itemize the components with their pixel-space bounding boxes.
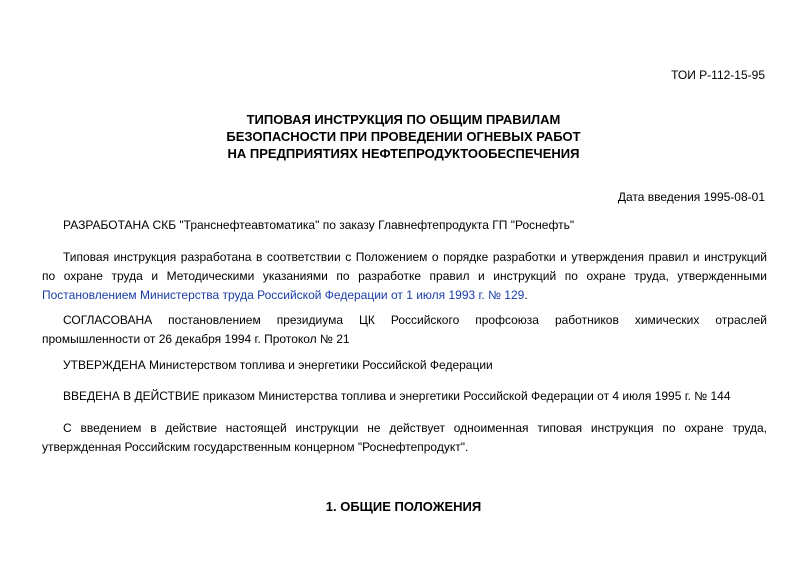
approved-paragraph: УТВЕРЖДЕНА Министерством топлива и энергетики Российской Федерации [63,358,493,372]
intro-date: Дата введения 1995-08-01 [617,190,765,204]
agreed-paragraph: СОГЛАСОВАНА постановлением президиума ЦК Российского профсоюза работников химических отраслей промышленности от 26 декабря 1994 г. Протокол № 21 [42,313,767,346]
section-heading: 1. ОБЩИЕ ПОЛОЖЕНИЯ [325,499,482,514]
basis-text: Типовая инструкция разработана в соответствии с Положением о порядке разработки и утверждения правил и инструкций по охране труда и Методическими указаниями по разработке правил и инструкций по охране труда, утвержденными [42,250,767,283]
document-code: ТОИ Р-112-15-95 [671,68,765,82]
document-title [0,111,807,162]
enacted-paragraph: ВВЕДЕНА В ДЕЙСТВИЕ приказом Министерства топлива и энергетики Российской Федерации от 4 июля 1995 г. № 144 [63,389,731,403]
basis-text-end: . [524,288,528,302]
developed-paragraph: РАЗРАБОТАНА СКБ "Транснефтеавтоматика" по заказу Главнефтепродукта ГП "Роснефть" [63,218,575,232]
title-line-3: НА ПРЕДПРИЯТИЯХ НЕФТЕПРОДУКТООБЕСПЕЧЕНИЯ [227,146,580,161]
title-line-2: БЕЗОПАСНОСТИ ПРИ ПРОВЕДЕНИИ ОГНЕВЫХ РАБОТ [226,129,581,144]
resolution-link[interactable]: Постановлением Министерства труда Российской Федерации от 1 июля 1993 г. № 129 [42,288,525,302]
replaces-paragraph: С введением в действие настоящей инструкции не действует одноименная типовая инструкция по охране труда, утвержденная Российским государственным концерном "Роснефтепродукт". [42,421,767,454]
basis-paragraph [42,248,767,305]
title-line-1: ТИПОВАЯ ИНСТРУКЦИЯ ПО ОБЩИМ ПРАВИЛАМ [246,112,561,127]
